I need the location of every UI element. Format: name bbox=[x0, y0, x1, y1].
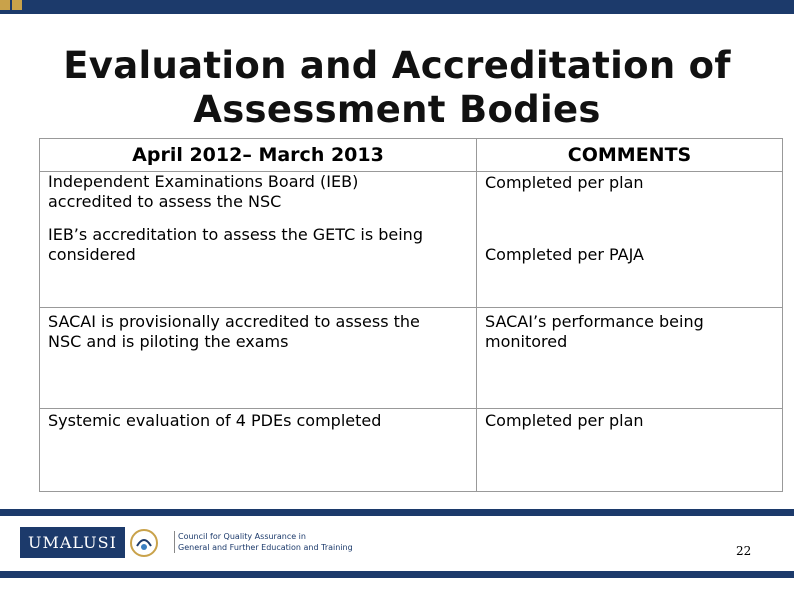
gold-square bbox=[12, 0, 22, 10]
umalusi-logo bbox=[20, 527, 159, 558]
footer-bottom-bar bbox=[0, 571, 794, 578]
row-4-item bbox=[40, 409, 477, 492]
cell-text: Completed per plan bbox=[485, 411, 644, 430]
footer-top-bar bbox=[0, 509, 794, 516]
row-2-comment bbox=[477, 214, 783, 308]
page-number: 22 bbox=[736, 544, 752, 558]
cell-text: considered bbox=[48, 245, 136, 264]
title-line-2: Assessment Bodies bbox=[193, 88, 601, 131]
cell-text: Independent Examinations Board (IEB) bbox=[48, 172, 359, 191]
table-row bbox=[40, 409, 783, 492]
cell-text: Systemic evaluation of 4 PDEs completed bbox=[48, 411, 382, 430]
top-decoration bbox=[0, 0, 22, 10]
gold-square bbox=[0, 0, 10, 10]
logo-wordmark: UMALUSI bbox=[20, 527, 125, 558]
cell-text: SACAI’s performance being bbox=[485, 312, 704, 331]
slide-title bbox=[40, 44, 754, 132]
cell-text: monitored bbox=[485, 332, 568, 351]
row-1-item bbox=[40, 172, 477, 215]
top-banner bbox=[0, 0, 794, 14]
tagline-line-2: General and Further Education and Training bbox=[178, 543, 353, 552]
table-header-row bbox=[40, 139, 783, 172]
council-tagline bbox=[174, 531, 353, 553]
accreditation-table bbox=[39, 138, 783, 492]
cell-text: Completed per plan bbox=[485, 173, 644, 192]
emblem-icon bbox=[129, 528, 159, 558]
table-row bbox=[40, 308, 783, 409]
header-period: April 2012– March 2013 bbox=[40, 139, 477, 172]
row-2-item bbox=[40, 214, 477, 308]
tagline-line-1: Council for Quality Assurance in bbox=[178, 532, 306, 541]
table-row bbox=[40, 172, 783, 215]
row-3-comment bbox=[477, 308, 783, 409]
cell-text: IEB’s accreditation to assess the GETC is being bbox=[48, 225, 423, 244]
title-line-1: Evaluation and Accreditation of bbox=[63, 44, 731, 87]
row-3-item bbox=[40, 308, 477, 409]
cell-text: SACAI is provisionally accredited to assess the bbox=[48, 312, 420, 331]
cell-text: Completed per PAJA bbox=[485, 245, 644, 264]
header-comments: COMMENTS bbox=[477, 139, 783, 172]
row-4-comment bbox=[477, 409, 783, 492]
table-row bbox=[40, 214, 783, 308]
row-1-comment bbox=[477, 172, 783, 215]
cell-text: accredited to assess the NSC bbox=[48, 192, 282, 211]
cell-text: NSC and is piloting the exams bbox=[48, 332, 289, 351]
